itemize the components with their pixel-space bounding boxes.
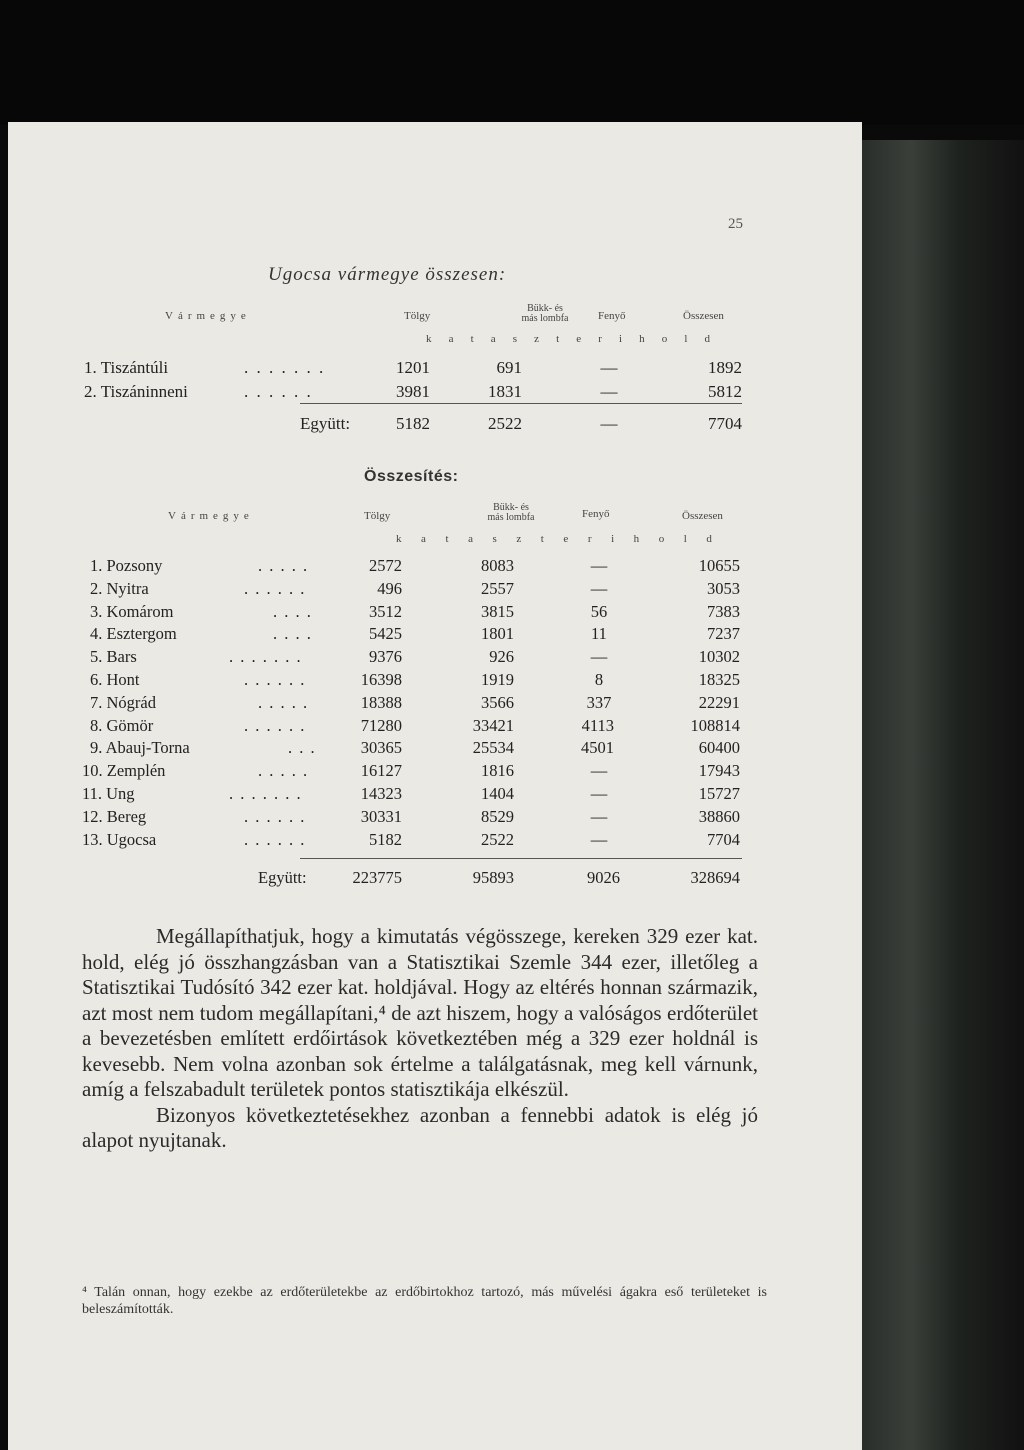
row-leader-dots: . . . . . (258, 556, 309, 575)
paragraph-2: Bizonyos következtetésekhez azonban a fennebbi adatok is elég jó alapot nyujtanak. (82, 1102, 758, 1152)
row-name: 1. Tiszántúli (84, 358, 169, 377)
cell-tolgy: 16127 (360, 761, 402, 780)
unit-letter: i (618, 333, 623, 345)
row-leader-dots: . . . . . . (244, 807, 306, 826)
cell-osszesen: 1892 (708, 358, 742, 377)
row-name: 2. Nyitra (90, 579, 149, 598)
table2-header-varmegye: Vármegye (168, 510, 254, 522)
table-row (0, 647, 1024, 669)
cell-osszesen: 3053 (707, 579, 740, 598)
table1-header-fenyo: Fenyő (598, 310, 626, 322)
table-row (0, 784, 1024, 806)
unit-letter: r (587, 533, 592, 545)
cell-tolgy: 5182 (369, 830, 402, 849)
cell-osszesen: 22291 (698, 693, 740, 712)
row-name: 12. Bereg (82, 807, 147, 826)
row-leader-dots: . . . . . . . (229, 647, 303, 666)
unit-letter: d (706, 533, 712, 545)
footnote: ⁴ Talán onnan, hogy ezekbe az erdőterületekbe az erdőbirtokhoz tartozó, más művelési ágakra eső területeket is beleszámították. (82, 1285, 767, 1317)
table-row (0, 579, 1024, 601)
table-row (0, 358, 1024, 380)
total-fenyo: 9026 (587, 868, 620, 887)
table1-header-tolgy: Tölgy (404, 310, 431, 322)
unit-letter: o (661, 333, 668, 345)
table1-sum-line (300, 403, 742, 404)
table-row (0, 761, 1024, 783)
row-name: 13. Ugocsa (82, 830, 157, 849)
cell-osszesen: 108814 (690, 716, 740, 735)
table2-unit-label (396, 533, 712, 545)
unit-letter: t (470, 333, 474, 345)
unit-letter: r (598, 333, 602, 345)
unit-letter: a (468, 533, 473, 545)
cell-osszesen: 7383 (707, 602, 740, 621)
row-leader-dots: . . . . . (258, 693, 309, 712)
cell-bukk: 3815 (481, 602, 514, 621)
row-leader-dots: . . . . . (258, 761, 309, 780)
cell-tolgy: 30331 (360, 807, 402, 826)
row-name: 5. Bars (90, 647, 137, 666)
cell-tolgy: 30365 (360, 738, 402, 757)
table1-header-bukk: Bükk- és más lombfa (521, 303, 569, 324)
unit-letter: t (540, 533, 544, 545)
cell-bukk: 33421 (472, 716, 514, 735)
table-row (0, 693, 1024, 715)
total-bukk: 2522 (488, 414, 522, 433)
unit-letter: l (684, 333, 688, 345)
cell-osszesen: 18325 (698, 670, 740, 689)
unit-letter: h (633, 533, 640, 545)
cell-bukk: 691 (496, 358, 522, 377)
unit-letter: d (704, 333, 710, 345)
table-row (0, 382, 1024, 404)
cell-fenyo: — (590, 579, 608, 598)
unit-letter: e (576, 333, 582, 345)
unit-letter: a (421, 533, 426, 545)
row-leader-dots: . . . . . . (244, 382, 313, 401)
table2-header-bukk: Bükk- és más lombfa (487, 502, 535, 523)
row-leader-dots: . . . . . . (244, 670, 306, 689)
row-leader-dots: . . . . . . (244, 716, 306, 735)
cell-fenyo: 4113 (581, 716, 614, 735)
total-bukk: 95893 (472, 868, 514, 887)
table2-header-tolgy: Tölgy (364, 510, 391, 522)
cell-fenyo: — (590, 784, 608, 803)
cell-tolgy: 14323 (360, 784, 402, 803)
cell-tolgy: 16398 (360, 670, 402, 689)
unit-letter: h (639, 333, 645, 345)
cell-tolgy: 496 (377, 579, 402, 598)
unit-letter: l (683, 533, 687, 545)
table-row (0, 738, 1024, 760)
table1-title: Ugocsa vármegye összesen: (268, 264, 507, 285)
unit-letter: t (556, 333, 560, 345)
row-name: 9. Abauj-Torna (90, 738, 190, 757)
total-fenyo: — (600, 414, 618, 433)
table-row (0, 602, 1024, 624)
cell-fenyo: — (590, 830, 608, 849)
cell-fenyo: 337 (586, 693, 612, 712)
cell-fenyo: 11 (591, 624, 607, 643)
unit-letter: a (448, 333, 454, 345)
cell-tolgy: 1201 (396, 358, 430, 377)
unit-letter: o (658, 533, 665, 545)
row-name: 7. Nógrád (90, 693, 156, 712)
cell-osszesen: 10655 (698, 556, 740, 575)
cell-bukk: 2522 (481, 830, 514, 849)
row-name: 1. Pozsony (90, 556, 163, 575)
unit-letter: s (492, 533, 497, 545)
total-tolgy: 5182 (396, 414, 430, 433)
cell-bukk: 1801 (481, 624, 514, 643)
cell-bukk: 2557 (481, 579, 514, 598)
cell-tolgy: 3981 (396, 382, 430, 401)
cell-bukk: 1404 (481, 784, 514, 803)
table-row (0, 670, 1024, 692)
unit-letter: i (611, 533, 615, 545)
table2-title: Összesítés: (364, 468, 459, 485)
cell-bukk: 1919 (481, 670, 514, 689)
cell-fenyo: — (600, 382, 618, 401)
cell-osszesen: 7237 (707, 624, 740, 643)
cell-fenyo: — (600, 358, 618, 377)
table1-header-varmegye: Vármegye (165, 310, 251, 322)
cell-bukk: 1816 (481, 761, 514, 780)
row-name: 10. Zemplén (82, 761, 166, 780)
cell-osszesen: 5812 (708, 382, 742, 401)
total-tolgy: 223775 (352, 868, 402, 887)
table-row (0, 556, 1024, 578)
table-row (0, 830, 1024, 852)
row-leader-dots: . . . . . . . (244, 358, 326, 377)
row-leader-dots: . . . . (273, 624, 313, 643)
cell-bukk: 926 (489, 647, 514, 666)
row-name: 8. Gömör (90, 716, 154, 735)
cell-bukk: 8529 (481, 807, 514, 826)
cell-fenyo: — (590, 807, 608, 826)
row-leader-dots: . . . (288, 738, 317, 757)
unit-letter: k (396, 533, 402, 545)
cell-tolgy: 2572 (369, 556, 402, 575)
cell-tolgy: 9376 (369, 647, 402, 666)
cell-fenyo: — (590, 761, 608, 780)
row-name: 3. Komárom (90, 602, 174, 621)
table1-header-osszesen: Összesen (683, 310, 724, 322)
cell-tolgy: 18388 (360, 693, 402, 712)
row-leader-dots: . . . . . . (244, 830, 306, 849)
cell-osszesen: 15727 (698, 784, 740, 803)
cell-bukk: 3566 (481, 693, 514, 712)
body-text (82, 924, 758, 1154)
row-name: 4. Esztergom (90, 624, 177, 643)
unit-letter: k (426, 333, 432, 345)
cell-fenyo: — (590, 556, 608, 575)
cell-tolgy: 5425 (369, 624, 402, 643)
row-leader-dots: . . . . . . . (229, 784, 303, 803)
table-row (0, 716, 1024, 738)
table2-sum-line (300, 858, 742, 859)
table-row (0, 624, 1024, 646)
cell-fenyo: 4501 (581, 738, 614, 757)
unit-letter: s (512, 333, 517, 345)
cell-fenyo: 8 (594, 670, 604, 689)
row-leader-dots: . . . . . . (244, 579, 306, 598)
cell-osszesen: 10302 (698, 647, 740, 666)
cell-tolgy: 71280 (360, 716, 402, 735)
row-leader-dots: . . . . (273, 602, 313, 621)
unit-letter: z (534, 333, 539, 345)
table2-header-osszesen: Összesen (682, 510, 723, 522)
unit-letter: a (490, 333, 496, 345)
row-name: 6. Hont (90, 670, 140, 689)
cell-bukk: 25534 (472, 738, 514, 757)
row-name: 2. Tiszáninneni (84, 382, 188, 401)
cell-fenyo: — (590, 647, 608, 666)
total-osszesen: 328694 (690, 868, 740, 887)
table2-header-fenyo: Fenyő (582, 508, 610, 520)
scan-background (0, 0, 1024, 125)
cell-osszesen: 17943 (698, 761, 740, 780)
total-label: Együtt: (300, 414, 351, 433)
paragraph-1: Megállapíthatjuk, hogy a kimutatás végösszege, kereken 329 ezer kat. hold, elég jó összhangzásban van a Statisztikai Szemle 344 ezer, illetőleg a Statisztikai Tudósító 342 ezer kat. holdjával. Hogy az eltérés honnan származik, azt most nem tudom megállapítani,⁴ de azt hiszem, hogy a valóságos erdőterület a bevezetésben említett erdőirtások következtében még a 329 ezer holdnál is kevesebb. Nem volna azonban sok értelme a találgatásnak, meg kell várnunk, amíg a felszabadult területek pontos statisztikája elkészül. (82, 924, 758, 1101)
table-total-row (0, 868, 1024, 890)
table-total-row (0, 414, 1024, 436)
page-number: 25 (728, 216, 743, 232)
cell-bukk: 8083 (481, 556, 514, 575)
unit-letter: e (563, 533, 569, 545)
row-name: 11. Ung (82, 784, 135, 803)
cell-osszesen: 38860 (698, 807, 740, 826)
unit-letter: t (445, 533, 449, 545)
unit-letter: z (516, 533, 522, 545)
total-osszesen: 7704 (708, 414, 742, 433)
table-row (0, 807, 1024, 829)
table1-unit-label (426, 333, 710, 345)
cell-fenyo: 56 (590, 602, 608, 621)
cell-osszesen: 7704 (707, 830, 740, 849)
cell-osszesen: 60400 (698, 738, 740, 757)
total-label: Együtt: (258, 868, 307, 887)
cell-bukk: 1831 (488, 382, 522, 401)
cell-tolgy: 3512 (369, 602, 402, 621)
